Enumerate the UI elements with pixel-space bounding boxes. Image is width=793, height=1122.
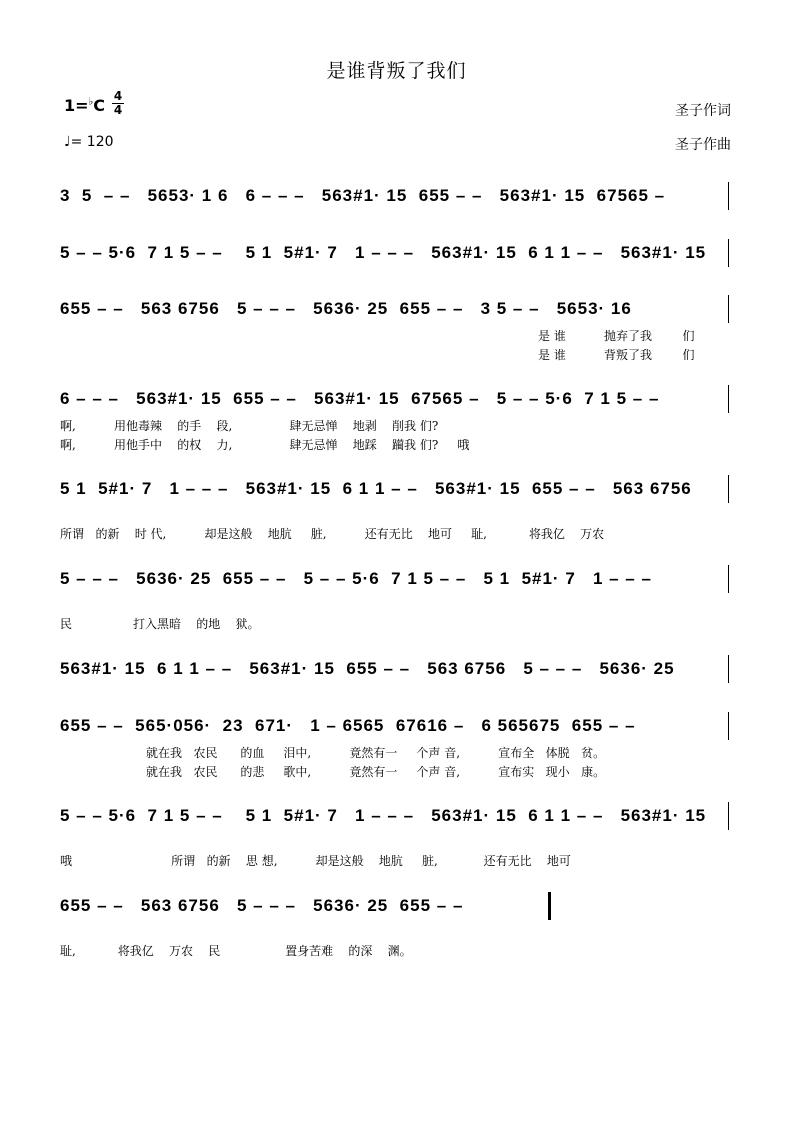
time-signature [112, 90, 124, 117]
music-system-2 [60, 243, 728, 273]
composer-credit: 圣子作曲 [675, 137, 731, 153]
key-note: C [93, 96, 106, 115]
song-title: 是谁背叛了我们 [326, 60, 467, 82]
lyric-line: 哦 所谓 的新 思 想, 却是这般 地肮 脏, 还有无比 地可 [60, 854, 571, 868]
barline [728, 385, 729, 413]
notation-line: 6 – – – 563#1· 15 655 – – 563#1· 15 67565 – 5 – – 5·6 7 1 5 – – [60, 389, 660, 408]
notation-line: 3 5 – – 5653· 1 6 6 – – – 563#1· 15 655 – – 563#1· 15 67565 – [60, 186, 666, 205]
barline [728, 565, 729, 593]
music-system-8 [60, 716, 728, 779]
notation-line: 5 – – – 5636· 25 655 – – 5 – – 5·6 7 1 5 – – 5 1 5#1· 7 1 – – – [60, 569, 652, 588]
barline [728, 475, 729, 503]
music-system-9 [60, 806, 728, 868]
lyricist-credit: 圣子作词 [675, 103, 731, 119]
notation-line: 563#1· 15 6 1 1 – – 563#1· 15 655 – – 563 6756 5 – – – 5636· 25 [60, 659, 675, 678]
music-system-10 [60, 896, 728, 958]
notation-line: 655 – – 563 6756 5 – – – 5636· 25 655 – – 3 5 – – 5653· 16 [60, 299, 632, 318]
barline [728, 239, 729, 267]
lyric-line: 啊, 用他手中 的权 力, 肆无忌惮 地踩 躏我 们? 哦 [60, 438, 470, 452]
key-prefix: 1= [64, 96, 89, 115]
lyric-line: 就在我 农民 的血 泪中, 竟然有一 个声 音, 宣布全 体脱 贫。 [146, 746, 606, 760]
tempo-marking: ♩= 120 [64, 134, 114, 150]
barline [728, 655, 729, 683]
lyric-line: 就在我 农民 的悲 歌中, 竟然有一 个声 音, 宣布实 现小 康。 [146, 765, 606, 779]
barline [728, 712, 729, 740]
lyric-line: 啊, 用他毒辣 的手 段, 肆无忌惮 地剥 削我 们? [60, 419, 439, 433]
time-top: 4 [113, 89, 123, 103]
notation-line: 655 – – 563 6756 5 – – – 5636· 25 655 – – [60, 896, 464, 915]
music-system-6 [60, 569, 728, 631]
music-system-5 [60, 479, 728, 541]
barline [728, 295, 729, 323]
notation-line: 5 1 5#1· 7 1 – – – 563#1· 15 6 1 1 – – 563#1· 15 655 – – 563 6756 [60, 479, 692, 498]
key-signature [64, 96, 105, 115]
barline [728, 182, 729, 210]
music-system-7 [60, 659, 728, 689]
lyric-line: 是 谁 抛弃了我 们 [538, 329, 695, 343]
music-system-1 [60, 186, 728, 216]
notation-line: 5 – – 5·6 7 1 5 – – 5 1 5#1· 7 1 – – – 563#1· 15 6 1 1 – – 563#1· 15 [60, 243, 707, 262]
lyric-line: 民 打入黑暗 的地 狱。 [60, 617, 260, 631]
lyric-line: 是 谁 背叛了我 们 [538, 348, 695, 362]
flat-sign: ♭ [88, 96, 94, 108]
notation-line: 655 – – 565·056· 23 671· 1 – 6565 67616 – 6 565675 655 – – [60, 716, 636, 735]
lyric-line: 所谓 的新 时 代, 却是这般 地肮 脏, 还有无比 地可 耻, 将我亿 万农 [60, 527, 605, 541]
music-system-3 [60, 299, 728, 362]
barline [728, 802, 729, 830]
final-barline [548, 892, 551, 920]
notation-line: 5 – – 5·6 7 1 5 – – 5 1 5#1· 7 1 – – – 563#1· 15 6 1 1 – – 563#1· 15 [60, 806, 707, 825]
time-bottom: 4 [113, 103, 123, 117]
music-system-4 [60, 389, 728, 452]
lyric-line: 耻, 将我亿 万农 民 置身苦难 的深 渊。 [60, 944, 412, 958]
